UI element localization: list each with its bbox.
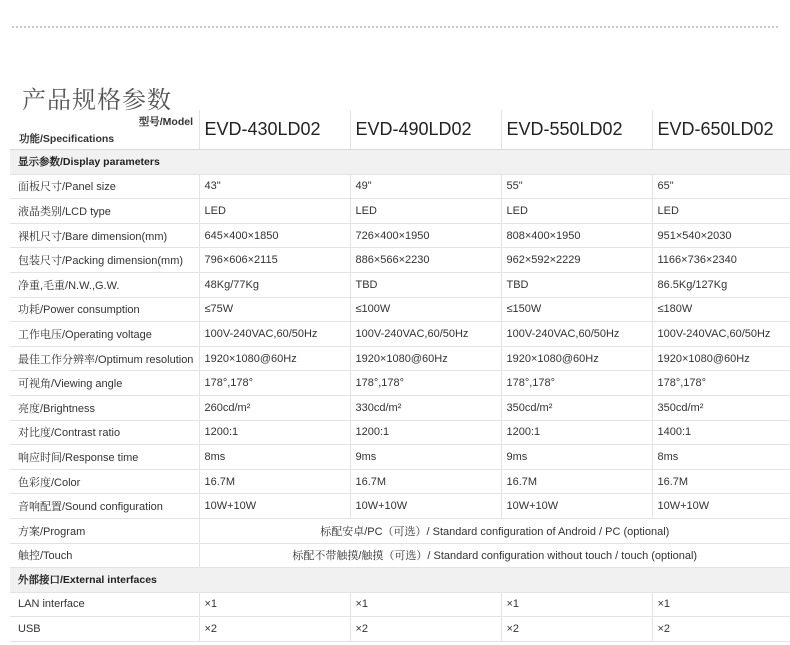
spec-value: TBD: [350, 272, 501, 297]
spec-value: 645×400×1850: [199, 223, 350, 248]
spec-value: 100V-240VAC,60/50Hz: [652, 322, 790, 347]
spec-value: ×1: [652, 592, 790, 617]
spec-value: TBD: [501, 272, 652, 297]
spec-value: 49": [350, 174, 501, 199]
table-row: [10, 592, 790, 617]
spec-value: 178°,178°: [199, 371, 350, 396]
spec-value: 1200:1: [501, 420, 652, 445]
spec-value: 886×566×2230: [350, 248, 501, 273]
spec-value: 8ms: [652, 445, 790, 470]
spec-value: 796×606×2115: [199, 248, 350, 273]
section-title: 外部接口/External interfaces: [10, 568, 790, 593]
row-label: USB: [10, 617, 199, 642]
section-title: 显示参数/Display parameters: [10, 150, 790, 175]
spec-value: 16.7M: [199, 469, 350, 494]
row-label: 可视角/Viewing angle: [10, 371, 199, 396]
spec-value: LED: [350, 199, 501, 224]
table-row: [10, 223, 790, 248]
spec-value: 100V-240VAC,60/50Hz: [350, 322, 501, 347]
row-label: 包装尺寸/Packing dimension(mm): [10, 248, 199, 273]
model-name: EVD-650LD02: [652, 110, 790, 150]
spec-value: 1200:1: [199, 420, 350, 445]
row-label: 亮度/Brightness: [10, 395, 199, 420]
table-row: [10, 199, 790, 224]
row-label: 工作电压/Operating voltage: [10, 322, 199, 347]
table-row: [10, 322, 790, 347]
spec-header-label: 功能/Specifications: [19, 133, 115, 145]
row-label: LAN interface: [10, 592, 199, 617]
table-row: [10, 469, 790, 494]
dotted-divider: [12, 26, 778, 28]
row-label: 面板尺寸/Panel size: [10, 174, 199, 199]
spec-value: 10W+10W: [501, 494, 652, 519]
spec-value: 330cd/m²: [350, 395, 501, 420]
spec-value: 100V-240VAC,60/50Hz: [501, 322, 652, 347]
table-header-row: [10, 110, 790, 150]
table-row: [10, 518, 790, 543]
spec-value: 350cd/m²: [501, 395, 652, 420]
spec-value: 100V-240VAC,60/50Hz: [199, 322, 350, 347]
spec-value: ≤180W: [652, 297, 790, 322]
spec-value: 350cd/m²: [652, 395, 790, 420]
spec-value: 10W+10W: [350, 494, 501, 519]
table-row: [10, 297, 790, 322]
spec-value: ≤150W: [501, 297, 652, 322]
table-row: [10, 371, 790, 396]
spec-value: 726×400×1950: [350, 223, 501, 248]
spec-value: 16.7M: [501, 469, 652, 494]
spec-table: [10, 110, 790, 642]
spec-value: LED: [652, 199, 790, 224]
table-row: [10, 494, 790, 519]
table-row: [10, 420, 790, 445]
table-row: [10, 543, 790, 568]
row-label: 触控/Touch: [10, 543, 199, 568]
table-row: [10, 272, 790, 297]
model-header-label: 型号/Model: [138, 116, 193, 128]
spec-value: LED: [501, 199, 652, 224]
spec-value: 951×540×2030: [652, 223, 790, 248]
table-row: [10, 174, 790, 199]
row-label: 净重,毛重/N.W.,G.W.: [10, 272, 199, 297]
spec-value: 1920×1080@60Hz: [501, 346, 652, 371]
spec-value: 1920×1080@60Hz: [350, 346, 501, 371]
spec-value: ×2: [652, 617, 790, 642]
spec-value: 1200:1: [350, 420, 501, 445]
section-header-row: [10, 150, 790, 175]
spec-value: 9ms: [501, 445, 652, 470]
spec-value: 55": [501, 174, 652, 199]
spec-value: ×1: [501, 592, 652, 617]
spec-value: 16.7M: [652, 469, 790, 494]
spec-value: 10W+10W: [652, 494, 790, 519]
spec-value: 1920×1080@60Hz: [199, 346, 350, 371]
spec-value: ×1: [199, 592, 350, 617]
table-row: [10, 445, 790, 470]
spec-value: ≤100W: [350, 297, 501, 322]
spec-value: 9ms: [350, 445, 501, 470]
row-label: 最佳工作分辨率/Optimum resolution: [10, 346, 199, 371]
spec-value: 178°,178°: [652, 371, 790, 396]
spec-value: ×2: [501, 617, 652, 642]
spec-value: 10W+10W: [199, 494, 350, 519]
page-title: 产品规格参数: [22, 86, 172, 115]
spec-value: 260cd/m²: [199, 395, 350, 420]
spec-value: 1920×1080@60Hz: [652, 346, 790, 371]
spec-value: 1400:1: [652, 420, 790, 445]
spec-value: 48Kg/77Kg: [199, 272, 350, 297]
row-label: 对比度/Contrast ratio: [10, 420, 199, 445]
model-name: EVD-490LD02: [350, 110, 501, 150]
spec-value: ×2: [199, 617, 350, 642]
spec-value: 178°,178°: [501, 371, 652, 396]
spec-value: 16.7M: [350, 469, 501, 494]
row-label: 功耗/Power consumption: [10, 297, 199, 322]
section-header-row: [10, 568, 790, 593]
row-label: 色彩度/Color: [10, 469, 199, 494]
spec-value: ≤75W: [199, 297, 350, 322]
merged-value: 标配安卓/PC（可选）/ Standard configuration of Android / PC (optional): [199, 518, 790, 543]
spec-value: ×2: [350, 617, 501, 642]
table-row: [10, 617, 790, 642]
row-label: 方案/Program: [10, 518, 199, 543]
spec-value: 65": [652, 174, 790, 199]
model-name: EVD-550LD02: [501, 110, 652, 150]
spec-value: 1166×736×2340: [652, 248, 790, 273]
merged-value: 标配不带触摸/触摸（可选）/ Standard configuration without touch / touch (optional): [199, 543, 790, 568]
model-name: EVD-430LD02: [199, 110, 350, 150]
spec-value: ×1: [350, 592, 501, 617]
spec-value: 86.5Kg/127Kg: [652, 272, 790, 297]
spec-value: 808×400×1950: [501, 223, 652, 248]
row-label: 响应时间/Response time: [10, 445, 199, 470]
spec-value: 43": [199, 174, 350, 199]
spec-value: 962×592×2229: [501, 248, 652, 273]
spec-value: 8ms: [199, 445, 350, 470]
spec-value: LED: [199, 199, 350, 224]
spec-value: 178°,178°: [350, 371, 501, 396]
spec-table-body: [10, 110, 790, 641]
row-label: 裸机尺寸/Bare dimension(mm): [10, 223, 199, 248]
table-row: [10, 346, 790, 371]
corner-cell: [10, 110, 199, 150]
row-label: 音响配置/Sound configuration: [10, 494, 199, 519]
table-row: [10, 395, 790, 420]
table-row: [10, 248, 790, 273]
row-label: 液晶类别/LCD type: [10, 199, 199, 224]
